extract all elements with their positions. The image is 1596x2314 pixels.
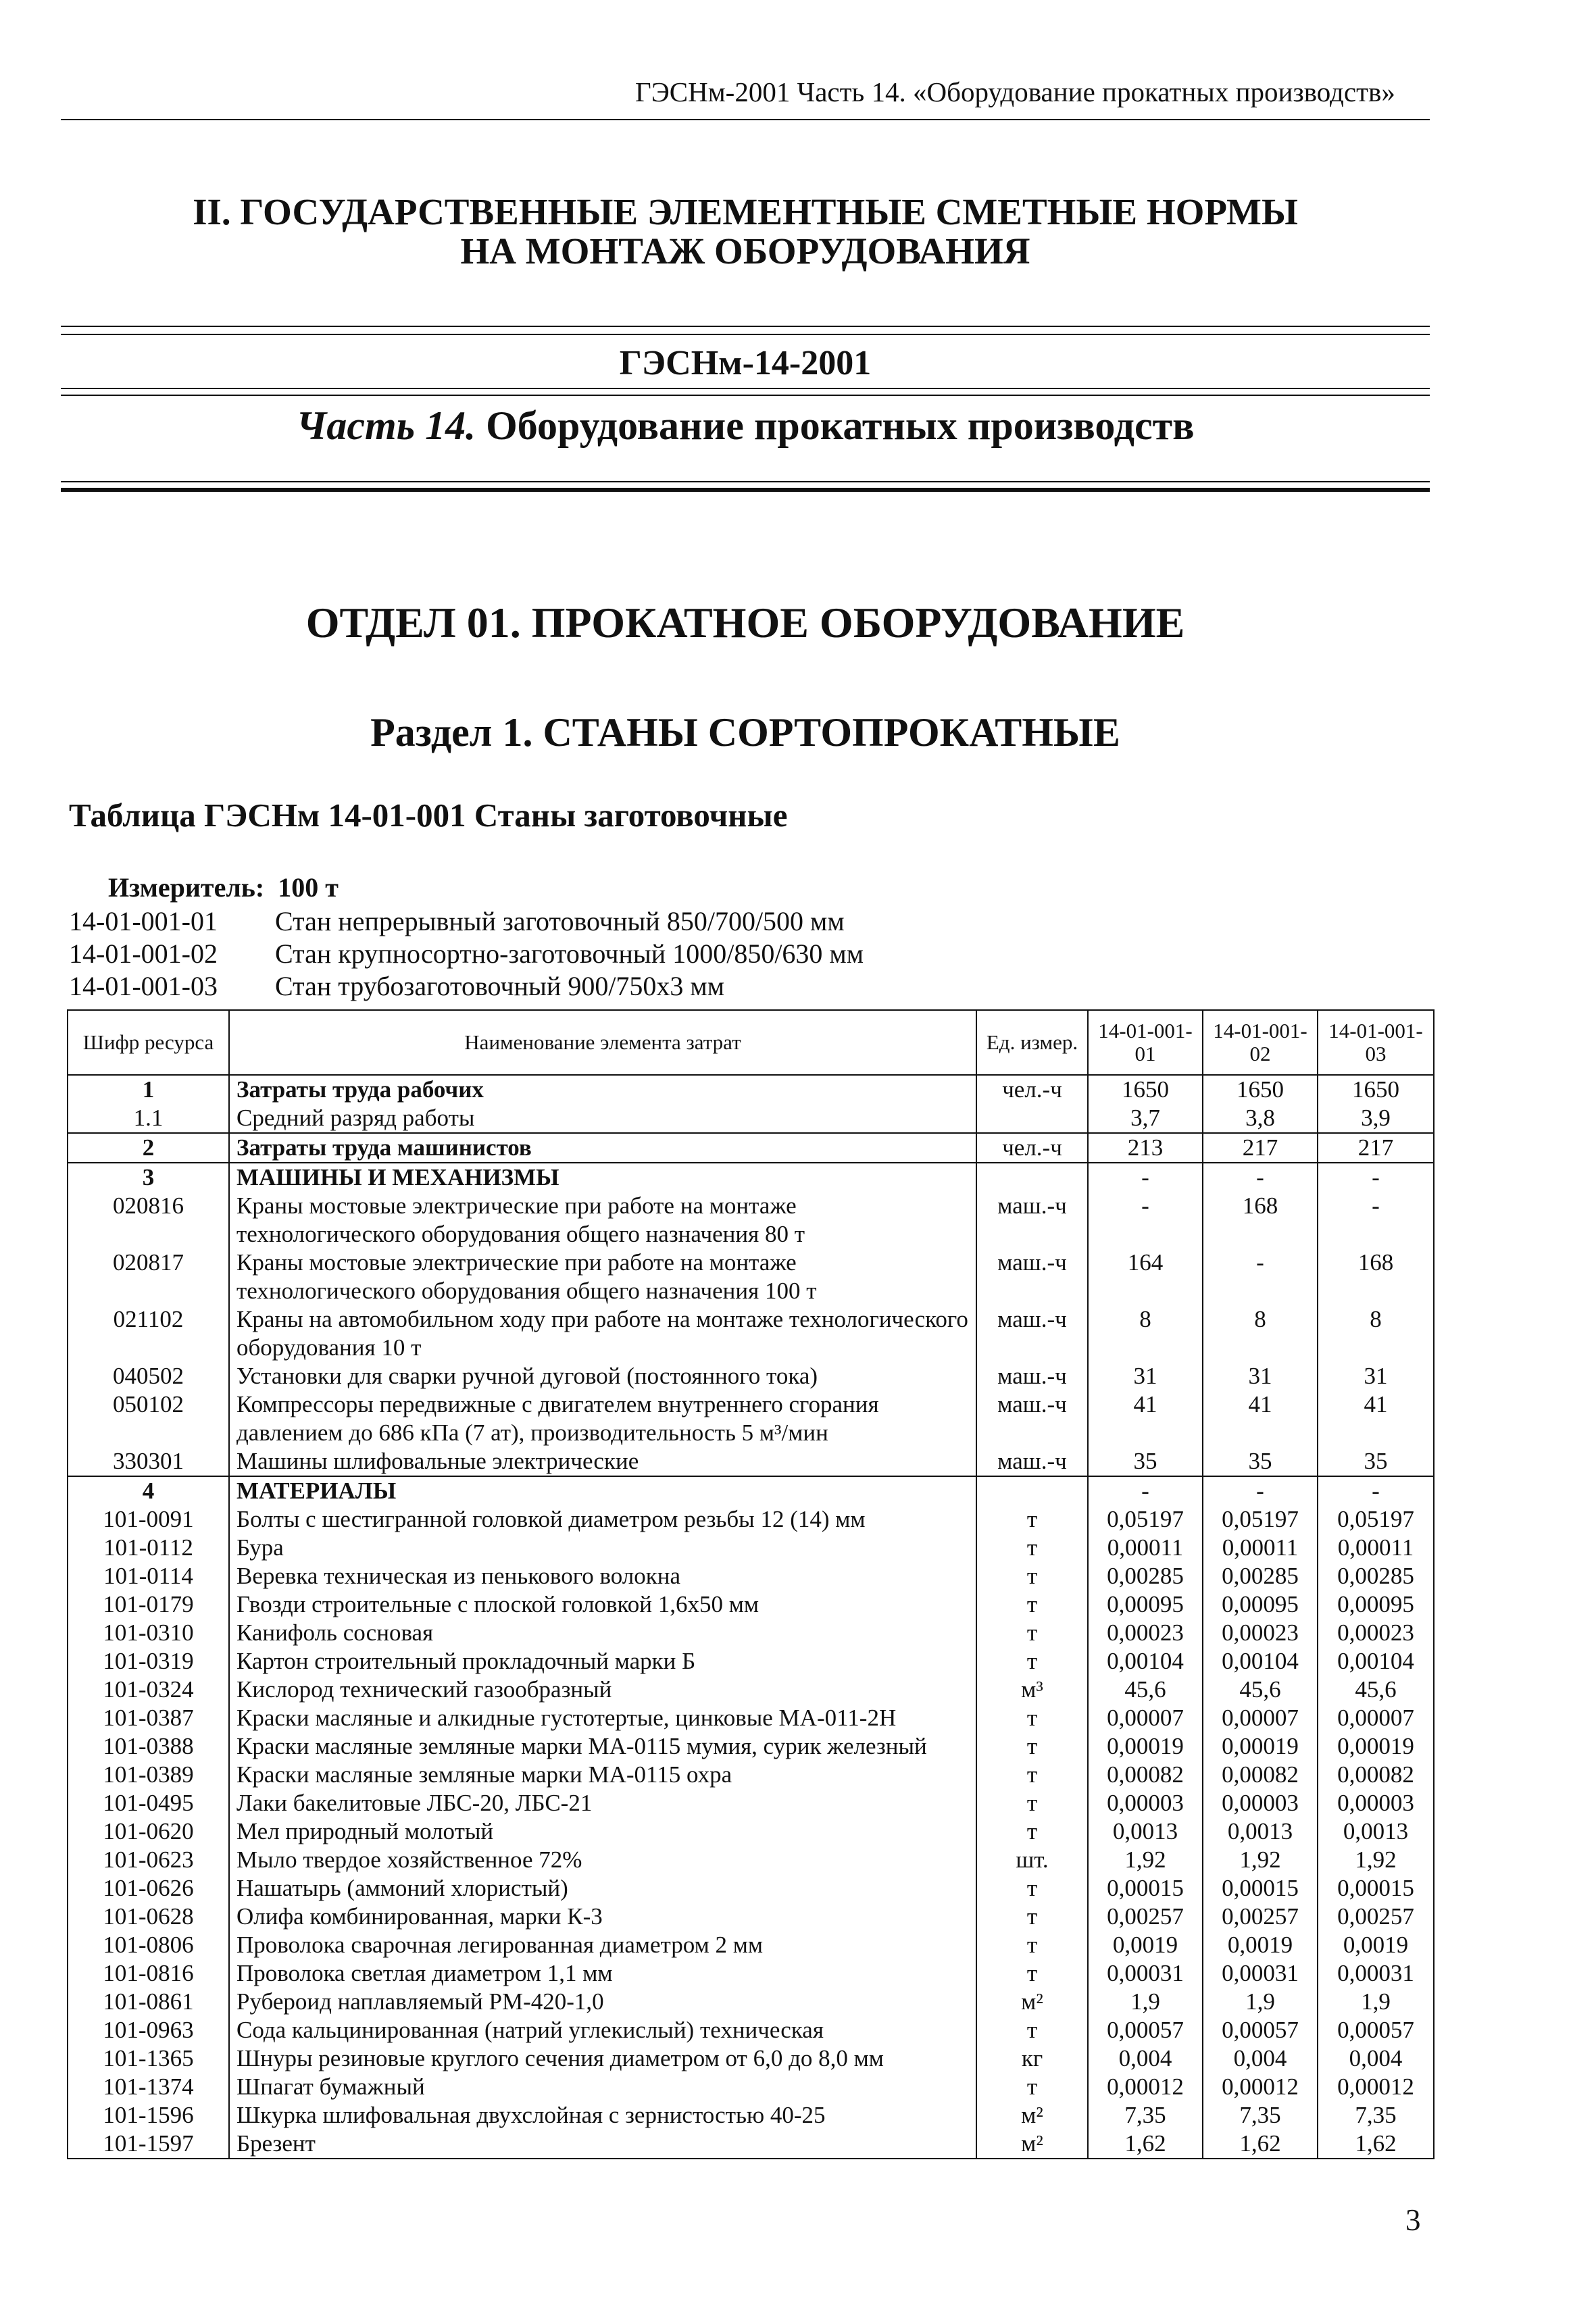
cell-v2: 0,00082 bbox=[1203, 1761, 1318, 1789]
cell-code: 101-0628 bbox=[68, 1903, 229, 1931]
meter-value: 100 т bbox=[278, 872, 339, 903]
table-row bbox=[68, 1704, 1434, 1732]
cell-v3: 1,92 bbox=[1318, 1846, 1434, 1874]
table-row bbox=[68, 1362, 1434, 1390]
cell-name: Брезент bbox=[229, 2130, 976, 2159]
table-row bbox=[68, 2016, 1434, 2044]
page-number: 3 bbox=[1405, 2203, 1421, 2237]
cell-unit: т bbox=[976, 1534, 1088, 1562]
cell-unit: т bbox=[976, 1817, 1088, 1846]
header-code: Шифр ресурса bbox=[68, 1010, 229, 1075]
rule-upper-1 bbox=[61, 326, 1430, 327]
cell-unit: чел.-ч bbox=[976, 1075, 1088, 1104]
cell-v1: 41 bbox=[1088, 1390, 1203, 1447]
spec-item bbox=[69, 938, 864, 970]
cell-v2: 0,00023 bbox=[1203, 1619, 1318, 1647]
cell-v3: 0,00023 bbox=[1318, 1619, 1434, 1647]
table-row bbox=[68, 1931, 1434, 1959]
cell-v1: 0,00003 bbox=[1088, 1789, 1203, 1817]
cell-name: Лаки бакелитовые ЛБС-20, ЛБС-21 bbox=[229, 1789, 976, 1817]
cell-unit: шт. bbox=[976, 1846, 1088, 1874]
cell-unit: маш.-ч bbox=[976, 1447, 1088, 1476]
table-row bbox=[68, 1133, 1434, 1163]
cell-v3: 0,00012 bbox=[1318, 2073, 1434, 2101]
cell-v1: 0,00082 bbox=[1088, 1761, 1203, 1789]
cell-v2: 0,004 bbox=[1203, 2044, 1318, 2073]
cell-name: Компрессоры передвижные с двигателем внутреннего сгорания давлением до 686 кПа (7 ат), производительность 5 м³/мин bbox=[229, 1390, 976, 1447]
header-name: Наименование элемента затрат bbox=[229, 1010, 976, 1075]
cell-v3: 8 bbox=[1318, 1305, 1434, 1362]
cell-code: 101-0310 bbox=[68, 1619, 229, 1647]
cell-v3: 0,00015 bbox=[1318, 1874, 1434, 1903]
spec-item bbox=[69, 970, 724, 1002]
part-title bbox=[61, 403, 1430, 449]
cell-v2: - bbox=[1203, 1163, 1318, 1192]
cell-name: Сода кальцинированная (натрий углекислый) техническая bbox=[229, 2016, 976, 2044]
cell-name: Нашатырь (аммоний хлористый) bbox=[229, 1874, 976, 1903]
cell-v3: 0,00019 bbox=[1318, 1732, 1434, 1761]
cell-v3: 168 bbox=[1318, 1249, 1434, 1305]
cell-code: 330301 bbox=[68, 1447, 229, 1476]
resource-table bbox=[67, 1009, 1435, 2159]
cell-v2: 0,00015 bbox=[1203, 1874, 1318, 1903]
cell-v1: 0,00104 bbox=[1088, 1647, 1203, 1676]
cell-name: Проволока сварочная легированная диаметром 2 мм bbox=[229, 1931, 976, 1959]
table-row bbox=[68, 1562, 1434, 1590]
cell-unit: м² bbox=[976, 2101, 1088, 2130]
cell-name: Средний разряд работы bbox=[229, 1104, 976, 1133]
cell-v2: 41 bbox=[1203, 1390, 1318, 1447]
table-header-row bbox=[68, 1010, 1434, 1075]
cell-v1: 35 bbox=[1088, 1447, 1203, 1476]
cell-unit: кг bbox=[976, 2044, 1088, 2073]
cell-v1: 0,00023 bbox=[1088, 1619, 1203, 1647]
cell-v2: 0,00031 bbox=[1203, 1959, 1318, 1988]
cell-v2: 3,8 bbox=[1203, 1104, 1318, 1133]
cell-name: Краски масляные земляные марки МА-0115 мумия, сурик железный bbox=[229, 1732, 976, 1761]
cell-v2: 31 bbox=[1203, 1362, 1318, 1390]
cell-v2: 0,0013 bbox=[1203, 1817, 1318, 1846]
table-row bbox=[68, 1249, 1434, 1305]
cell-v3: 41 bbox=[1318, 1390, 1434, 1447]
table-row bbox=[68, 1534, 1434, 1562]
cell-v3: 0,00104 bbox=[1318, 1647, 1434, 1676]
spec-code: 14-01-001-03 bbox=[69, 971, 218, 1001]
cell-v1: 213 bbox=[1088, 1133, 1203, 1163]
rule-upper-2 bbox=[61, 334, 1430, 335]
cell-unit: т bbox=[976, 1590, 1088, 1619]
cell-name: МАТЕРИАЛЫ bbox=[229, 1476, 976, 1505]
cell-v3: 217 bbox=[1318, 1133, 1434, 1163]
cell-code: 020816 bbox=[68, 1192, 229, 1249]
cell-unit: маш.-ч bbox=[976, 1249, 1088, 1305]
cell-v3: 0,00057 bbox=[1318, 2016, 1434, 2044]
cell-v3: 0,00031 bbox=[1318, 1959, 1434, 1988]
cell-code: 101-0389 bbox=[68, 1761, 229, 1789]
cell-v2: 217 bbox=[1203, 1133, 1318, 1163]
cell-v1: 1,92 bbox=[1088, 1846, 1203, 1874]
collection-code: ГЭСНм-14-2001 bbox=[619, 344, 872, 382]
cell-unit: т bbox=[976, 1505, 1088, 1534]
cell-v3: 1,62 bbox=[1318, 2130, 1434, 2159]
table-body bbox=[68, 1075, 1434, 2159]
cell-code: 101-0324 bbox=[68, 1676, 229, 1704]
cell-v2: 7,35 bbox=[1203, 2101, 1318, 2130]
cell-v3: 0,004 bbox=[1318, 2044, 1434, 2073]
cell-name: Затраты труда рабочих bbox=[229, 1075, 976, 1104]
cell-code: 101-0495 bbox=[68, 1789, 229, 1817]
cell-code: 101-0112 bbox=[68, 1534, 229, 1562]
cell-v1: 45,6 bbox=[1088, 1676, 1203, 1704]
table-caption: Таблица ГЭСНм 14-01-001 Станы заготовочные bbox=[69, 797, 788, 834]
cell-code: 101-0620 bbox=[68, 1817, 229, 1846]
cell-v2: 168 bbox=[1203, 1192, 1318, 1249]
cell-unit: т bbox=[976, 1789, 1088, 1817]
header-rule bbox=[61, 119, 1430, 120]
table-row bbox=[68, 1789, 1434, 1817]
cell-v3: 0,00007 bbox=[1318, 1704, 1434, 1732]
cell-name: Канифоль сосновая bbox=[229, 1619, 976, 1647]
cell-code: 101-0388 bbox=[68, 1732, 229, 1761]
cell-code: 1.1 bbox=[68, 1104, 229, 1133]
rule-mid-1 bbox=[61, 388, 1430, 389]
cell-v1: 0,00012 bbox=[1088, 2073, 1203, 2101]
cell-unit: т bbox=[976, 2073, 1088, 2101]
cell-code: 101-1374 bbox=[68, 2073, 229, 2101]
cell-v1: 0,00057 bbox=[1088, 2016, 1203, 2044]
cell-v1: 0,00015 bbox=[1088, 1874, 1203, 1903]
table-row bbox=[68, 1075, 1434, 1104]
cell-v3: 0,05197 bbox=[1318, 1505, 1434, 1534]
cell-name: Краны мостовые электрические при работе на монтаже технологического оборудования общего назначения 80 т bbox=[229, 1192, 976, 1249]
spec-code: 14-01-001-01 bbox=[69, 906, 218, 936]
cell-v2: 1,9 bbox=[1203, 1988, 1318, 2016]
cell-v1: 3,7 bbox=[1088, 1104, 1203, 1133]
part-heading-line2: НА МОНТАЖ ОБОРУДОВАНИЯ bbox=[460, 230, 1030, 272]
cell-unit: маш.-ч bbox=[976, 1192, 1088, 1249]
table-row bbox=[68, 1761, 1434, 1789]
cell-unit: м³ bbox=[976, 1676, 1088, 1704]
rule-lower-2 bbox=[61, 488, 1430, 492]
rule-mid-2 bbox=[61, 395, 1430, 396]
cell-v3: 45,6 bbox=[1318, 1676, 1434, 1704]
cell-unit: маш.-ч bbox=[976, 1305, 1088, 1362]
cell-unit bbox=[976, 1104, 1088, 1133]
cell-v1: 1,9 bbox=[1088, 1988, 1203, 2016]
cell-v2: - bbox=[1203, 1476, 1318, 1505]
cell-code: 101-1596 bbox=[68, 2101, 229, 2130]
table-row bbox=[68, 1676, 1434, 1704]
cell-unit: м² bbox=[976, 1988, 1088, 2016]
cell-v2: - bbox=[1203, 1249, 1318, 1305]
part-label: Часть 14. bbox=[296, 403, 476, 448]
table-row bbox=[68, 2073, 1434, 2101]
cell-v2: 0,00011 bbox=[1203, 1534, 1318, 1562]
cell-name: Машины шлифовальные электрические bbox=[229, 1447, 976, 1476]
cell-name: Затраты труда машинистов bbox=[229, 1133, 976, 1163]
cell-code: 1 bbox=[68, 1075, 229, 1104]
table-row bbox=[68, 1104, 1434, 1133]
cell-v2: 0,00012 bbox=[1203, 2073, 1318, 2101]
meter-label: Измеритель: bbox=[108, 872, 265, 903]
cell-v1: - bbox=[1088, 1163, 1203, 1192]
cell-v1: 1,62 bbox=[1088, 2130, 1203, 2159]
cell-name: Рубероид наплавляемый РМ-420-1,0 bbox=[229, 1988, 976, 2016]
cell-v2: 1650 bbox=[1203, 1075, 1318, 1104]
cell-v1: 8 bbox=[1088, 1305, 1203, 1362]
cell-code: 101-0179 bbox=[68, 1590, 229, 1619]
cell-name: Краски масляные и алкидные густотертые, цинковые МА-011-2Н bbox=[229, 1704, 976, 1732]
table-row bbox=[68, 1817, 1434, 1846]
cell-name: Гвозди строительные с плоской головкой 1,6x50 мм bbox=[229, 1590, 976, 1619]
cell-unit: т bbox=[976, 1761, 1088, 1789]
table-row bbox=[68, 1590, 1434, 1619]
cell-name: Мел природный молотый bbox=[229, 1817, 976, 1846]
cell-v2: 0,00003 bbox=[1203, 1789, 1318, 1817]
cell-v3: 0,00257 bbox=[1318, 1903, 1434, 1931]
cell-v2: 0,00057 bbox=[1203, 2016, 1318, 2044]
cell-code: 101-0861 bbox=[68, 1988, 229, 2016]
cell-v1: 0,00095 bbox=[1088, 1590, 1203, 1619]
cell-unit: т bbox=[976, 1874, 1088, 1903]
cell-v2: 35 bbox=[1203, 1447, 1318, 1476]
header-col2: 14-01-001-02 bbox=[1203, 1010, 1318, 1075]
cell-name: Шнуры резиновые круглого сечения диаметром от 6,0 до 8,0 мм bbox=[229, 2044, 976, 2073]
cell-code: 040502 bbox=[68, 1362, 229, 1390]
spec-code: 14-01-001-02 bbox=[69, 938, 218, 969]
cell-name: Бура bbox=[229, 1534, 976, 1562]
cell-code: 101-1597 bbox=[68, 2130, 229, 2159]
cell-name: Краны на автомобильном ходу при работе на монтаже технологического оборудования 10 т bbox=[229, 1305, 976, 1362]
cell-unit: т bbox=[976, 2016, 1088, 2044]
cell-v1: 1650 bbox=[1088, 1075, 1203, 1104]
table-row bbox=[68, 2101, 1434, 2130]
cell-v3: 0,0019 bbox=[1318, 1931, 1434, 1959]
cell-code: 101-0091 bbox=[68, 1505, 229, 1534]
cell-v3: 0,00285 bbox=[1318, 1562, 1434, 1590]
spec-item bbox=[69, 905, 845, 937]
cell-code: 020817 bbox=[68, 1249, 229, 1305]
cell-name: Мыло твердое хозяйственное 72% bbox=[229, 1846, 976, 1874]
cell-v3: 0,00095 bbox=[1318, 1590, 1434, 1619]
cell-v1: 0,00285 bbox=[1088, 1562, 1203, 1590]
cell-name: Кислород технический газообразный bbox=[229, 1676, 976, 1704]
cell-code: 101-0319 bbox=[68, 1647, 229, 1676]
cell-v1: 0,00011 bbox=[1088, 1534, 1203, 1562]
spec-text: Стан трубозаготовочный 900/750x3 мм bbox=[275, 971, 725, 1001]
cell-name: Проволока светлая диаметром 1,1 мм bbox=[229, 1959, 976, 1988]
table-row bbox=[68, 1903, 1434, 1931]
cell-code: 101-0626 bbox=[68, 1874, 229, 1903]
cell-v2: 45,6 bbox=[1203, 1676, 1318, 1704]
spec-text: Стан крупносортно-заготовочный 1000/850/630 мм bbox=[275, 938, 864, 969]
cell-code: 101-1365 bbox=[68, 2044, 229, 2073]
cell-v1: 164 bbox=[1088, 1249, 1203, 1305]
cell-v2: 0,00019 bbox=[1203, 1732, 1318, 1761]
cell-v2: 0,00095 bbox=[1203, 1590, 1318, 1619]
cell-v3: 31 bbox=[1318, 1362, 1434, 1390]
cell-code: 2 bbox=[68, 1133, 229, 1163]
cell-code: 021102 bbox=[68, 1305, 229, 1362]
cell-v2: 0,05197 bbox=[1203, 1505, 1318, 1534]
header-col3: 14-01-001-03 bbox=[1318, 1010, 1434, 1075]
cell-code: 101-0963 bbox=[68, 2016, 229, 2044]
header-unit: Ед. измер. bbox=[976, 1010, 1088, 1075]
cell-v2: 1,62 bbox=[1203, 2130, 1318, 2159]
cell-v3: 35 bbox=[1318, 1447, 1434, 1476]
part-title-text: Оборудование прокатных производств bbox=[486, 403, 1195, 448]
cell-name: Веревка техническая из пенькового волокна bbox=[229, 1562, 976, 1590]
running-header: ГЭСНм-2001 Часть 14. «Оборудование прокатных производств» bbox=[635, 76, 1395, 107]
cell-v1: 7,35 bbox=[1088, 2101, 1203, 2130]
cell-v1: 0,05197 bbox=[1088, 1505, 1203, 1534]
table-row bbox=[68, 1305, 1434, 1362]
cell-v1: 31 bbox=[1088, 1362, 1203, 1390]
cell-v2: 0,0019 bbox=[1203, 1931, 1318, 1959]
cell-unit: т bbox=[976, 1619, 1088, 1647]
cell-v3: 1650 bbox=[1318, 1075, 1434, 1104]
table-row bbox=[68, 1447, 1434, 1476]
cell-code: 4 bbox=[68, 1476, 229, 1505]
cell-unit: т bbox=[976, 1903, 1088, 1931]
cell-v3: 3,9 bbox=[1318, 1104, 1434, 1133]
cell-name: Болты с шестигранной головкой диаметром резьбы 12 (14) мм bbox=[229, 1505, 976, 1534]
cell-v3: 7,35 bbox=[1318, 2101, 1434, 2130]
cell-unit: маш.-ч bbox=[976, 1362, 1088, 1390]
cell-v3: 1,9 bbox=[1318, 1988, 1434, 2016]
cell-unit: т bbox=[976, 1959, 1088, 1988]
cell-code: 101-0114 bbox=[68, 1562, 229, 1590]
cell-unit: т bbox=[976, 1704, 1088, 1732]
table-row bbox=[68, 1959, 1434, 1988]
cell-name: Шкурка шлифовальная двухслойная с зернистостью 40-25 bbox=[229, 2101, 976, 2130]
cell-v1: 0,0013 bbox=[1088, 1817, 1203, 1846]
cell-code: 101-0806 bbox=[68, 1931, 229, 1959]
spec-text: Стан непрерывный заготовочный 850/700/500 мм bbox=[275, 906, 845, 936]
department-title: ОТДЕЛ 01. ПРОКАТНОЕ ОБОРУДОВАНИЕ bbox=[305, 599, 1185, 647]
table-row bbox=[68, 2044, 1434, 2073]
cell-code: 050102 bbox=[68, 1390, 229, 1447]
cell-v2: 0,00285 bbox=[1203, 1562, 1318, 1590]
section-title: Раздел 1. СТАНЫ СОРТОПРОКАТНЫЕ bbox=[370, 710, 1120, 755]
cell-v3: 0,00082 bbox=[1318, 1761, 1434, 1789]
table-row bbox=[68, 1192, 1434, 1249]
cell-name: Краски масляные земляные марки МА-0115 охра bbox=[229, 1761, 976, 1789]
cell-v1: 0,00257 bbox=[1088, 1903, 1203, 1931]
table-row bbox=[68, 1476, 1434, 1505]
table-row bbox=[68, 1732, 1434, 1761]
cell-name: МАШИНЫ И МЕХАНИЗМЫ bbox=[229, 1163, 976, 1192]
cell-v1: 0,00019 bbox=[1088, 1732, 1203, 1761]
cell-v3: - bbox=[1318, 1163, 1434, 1192]
cell-code: 101-0623 bbox=[68, 1846, 229, 1874]
header-col1: 14-01-001-01 bbox=[1088, 1010, 1203, 1075]
cell-unit: т bbox=[976, 1562, 1088, 1590]
cell-v3: 0,0013 bbox=[1318, 1817, 1434, 1846]
table-row bbox=[68, 1163, 1434, 1192]
rule-lower-1 bbox=[61, 481, 1430, 482]
cell-unit bbox=[976, 1163, 1088, 1192]
cell-name: Картон строительный прокладочный марки Б bbox=[229, 1647, 976, 1676]
cell-name: Краны мостовые электрические при работе на монтаже технологического оборудования общего назначения 100 т bbox=[229, 1249, 976, 1305]
table-row bbox=[68, 1505, 1434, 1534]
part-heading-line1: II. ГОСУДАРСТВЕННЫЕ ЭЛЕМЕНТНЫЕ СМЕТНЫЕ НОРМЫ bbox=[193, 191, 1298, 232]
cell-unit: маш.-ч bbox=[976, 1390, 1088, 1447]
cell-v2: 1,92 bbox=[1203, 1846, 1318, 1874]
cell-code: 3 bbox=[68, 1163, 229, 1192]
cell-v1: 0,00007 bbox=[1088, 1704, 1203, 1732]
cell-v2: 8 bbox=[1203, 1305, 1318, 1362]
cell-v2: 0,00007 bbox=[1203, 1704, 1318, 1732]
table-row bbox=[68, 1874, 1434, 1903]
table-row bbox=[68, 1647, 1434, 1676]
cell-unit: т bbox=[976, 1931, 1088, 1959]
cell-v3: - bbox=[1318, 1192, 1434, 1249]
table-row bbox=[68, 1619, 1434, 1647]
cell-v1: - bbox=[1088, 1476, 1203, 1505]
table-row bbox=[68, 1390, 1434, 1447]
table-row bbox=[68, 1988, 1434, 2016]
cell-unit: чел.-ч bbox=[976, 1133, 1088, 1163]
cell-name: Установки для сварки ручной дуговой (постоянного тока) bbox=[229, 1362, 976, 1390]
cell-v3: - bbox=[1318, 1476, 1434, 1505]
cell-v1: 0,00031 bbox=[1088, 1959, 1203, 1988]
cell-v3: 0,00003 bbox=[1318, 1789, 1434, 1817]
cell-name: Шпагат бумажный bbox=[229, 2073, 976, 2101]
cell-v2: 0,00257 bbox=[1203, 1903, 1318, 1931]
cell-code: 101-0387 bbox=[68, 1704, 229, 1732]
cell-v1: 0,004 bbox=[1088, 2044, 1203, 2073]
cell-name: Олифа комбинированная, марки К-3 bbox=[229, 1903, 976, 1931]
table-row bbox=[68, 2130, 1434, 2159]
cell-unit bbox=[976, 1476, 1088, 1505]
cell-v2: 0,00104 bbox=[1203, 1647, 1318, 1676]
table-row bbox=[68, 1846, 1434, 1874]
cell-v3: 0,00011 bbox=[1318, 1534, 1434, 1562]
cell-code: 101-0816 bbox=[68, 1959, 229, 1988]
cell-unit: т bbox=[976, 1647, 1088, 1676]
cell-v1: - bbox=[1088, 1192, 1203, 1249]
meter-line bbox=[108, 872, 339, 903]
cell-v1: 0,0019 bbox=[1088, 1931, 1203, 1959]
cell-unit: т bbox=[976, 1732, 1088, 1761]
cell-unit: м² bbox=[976, 2130, 1088, 2159]
